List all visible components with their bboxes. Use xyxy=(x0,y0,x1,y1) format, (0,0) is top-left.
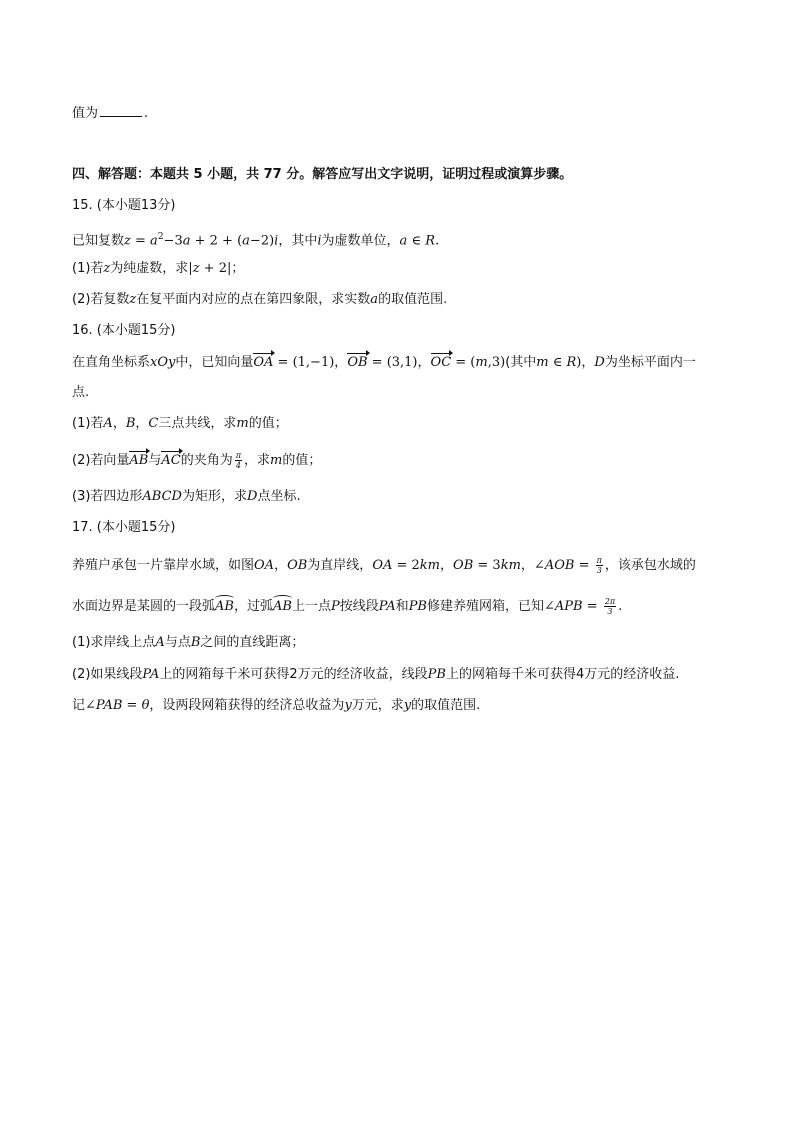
q17-part2-cont: 记∠PAB = θ，设两段网箱获得的经济总收益为y万元，求y的取值范围. xyxy=(72,698,481,713)
section-heading: 四、解答题：本题共 5 小题，共 77 分。解答应写出文字说明，证明过程或演算步骤。 xyxy=(72,167,573,182)
q16-header: 16. (本小题15分) xyxy=(72,323,176,338)
q15-part2: (2)若复数z在复平面内对应的点在第四象限，求实数a的取值范围. xyxy=(72,292,448,307)
q16-part1: (1)若A，B，C三点共线，求m的值； xyxy=(72,416,288,431)
q16-part2: (2)若向量AB与AC的夹角为 $\frac{\pi}{4}$ ，求m的值； xyxy=(72,451,322,470)
q15-header: 15. (本小题13分) xyxy=(72,198,176,213)
prev-question-tail: 值为 . xyxy=(72,106,149,121)
q17-stem: 养殖户承包一片靠岸水域，如图OA，OB为直岸线，OA = 2km，OB = 3km，∠AOB = $\frac{\pi}{3}$ ，该承包水域的 xyxy=(72,556,696,575)
q16-stem: 在直角坐标系xOy中，已知向量OA = (1,−1)，OB = (3,1)，OC = (m,3)(其中m ∈ R)，D为坐标平面内一 xyxy=(72,355,696,370)
q17-part1: (1)求岸线上点A与点B之间的直线距离； xyxy=(72,635,305,650)
q17-header: 17. (本小题15分) xyxy=(72,520,176,535)
q15-stem: 已知复数$z = a^2-3a + 2 + (a-2)i$，其中i为虚数单位，a ∈ R. xyxy=(72,232,440,249)
q17-part2: (2)如果线段PA上的网箱每千米可获得2万元的经济收益，线段PB上的网箱每千米可获得4万元的经济收益. xyxy=(72,667,680,682)
answer-blank xyxy=(100,104,142,117)
q17-stem-cont: 水面边界是某圆的一段弧AB，过弧AB上一点P按线段PA和PB修建养殖网箱，已知∠APB = $\frac{2\pi}{3}$ . xyxy=(72,597,623,616)
q16-stem-cont: 点. xyxy=(72,385,90,400)
q16-part3: (3)若四边形ABCD为矩形，求D点坐标. xyxy=(72,489,301,504)
q15-part1: (1)若z为纯虚数，求|z + 2|； xyxy=(72,261,245,276)
